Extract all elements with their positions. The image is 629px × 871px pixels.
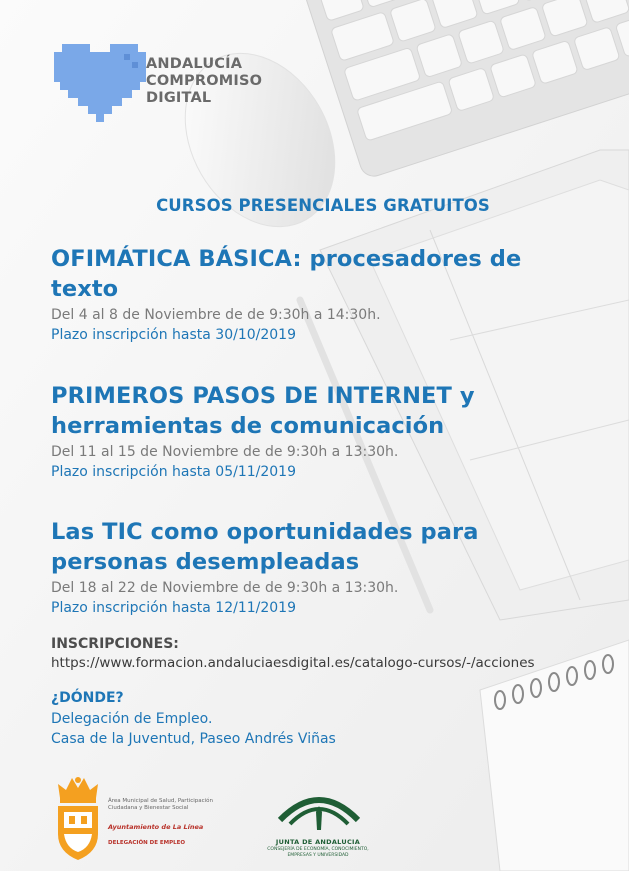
course-1-title-line-1: OFIMÁTICA BÁSICA: procesadores de bbox=[51, 246, 522, 272]
junta-name: JUNTA DE ANDALUCIA bbox=[275, 838, 361, 846]
location-label: ¿DÓNDE? bbox=[51, 690, 124, 706]
course-3-title bbox=[51, 517, 611, 577]
junta-sub-line-2: EMPRESAS Y UNIVERSIDAD bbox=[287, 852, 349, 858]
brand-line-3: DIGITAL bbox=[146, 90, 212, 106]
ayto-area-line-2: Ciudadana y Bienestar Social bbox=[108, 805, 189, 811]
ayto-area-text bbox=[108, 798, 213, 812]
course-3-deadline: Plazo inscripción hasta 12/11/2019 bbox=[51, 600, 296, 616]
course-2-title-line-2: herramientas de comunicación bbox=[51, 413, 445, 439]
course-3-title-line-1: Las TIC como oportunidades para bbox=[51, 519, 479, 545]
course-2 bbox=[51, 381, 611, 482]
course-1 bbox=[51, 244, 611, 345]
ayto-name: Ayuntamiento de La Línea bbox=[108, 823, 204, 831]
location-line-2: Casa de la Juventud, Paseo Andrés Viñas bbox=[51, 731, 336, 747]
course-3-dates: Del 18 al 22 de Noviembre de de 9:30h a 13:30h. bbox=[51, 580, 399, 596]
course-2-title bbox=[51, 381, 611, 441]
course-3 bbox=[51, 517, 611, 618]
course-2-title-line-1: PRIMEROS PASOS DE INTERNET y bbox=[51, 383, 475, 409]
crown-shield-icon bbox=[54, 776, 102, 864]
junta-subtitle bbox=[248, 847, 388, 858]
junta-sub-line-1: CONSEJERÍA DE ECONOMÍA, CONOCIMIENTO, bbox=[267, 847, 369, 852]
junta-arch-icon bbox=[278, 786, 360, 836]
registration-label: INSCRIPCIONES: bbox=[51, 636, 179, 652]
course-2-dates: Del 11 al 15 de Noviembre de de 9:30h a 13:30h. bbox=[51, 444, 399, 460]
ayto-area-line-1: Área Municipal de Salud, Participación bbox=[108, 798, 214, 804]
course-2-deadline: Plazo inscripción hasta 05/11/2019 bbox=[51, 464, 296, 480]
page-subtitle: CURSOS PRESENCIALES GRATUITOS bbox=[156, 196, 490, 215]
brand-wordmark bbox=[146, 56, 262, 107]
course-1-deadline: Plazo inscripción hasta 30/10/2019 bbox=[51, 327, 296, 343]
brand-line-2: COMPROMISO bbox=[146, 73, 263, 89]
course-1-dates: Del 4 al 8 de Noviembre de de 9:30h a 14:30h. bbox=[51, 307, 381, 323]
course-3-title-line-2: personas desempleadas bbox=[51, 549, 360, 575]
pixel-heart-icon bbox=[54, 44, 146, 122]
course-1-title-line-2: texto bbox=[51, 276, 119, 302]
ayto-department: DELEGACIÓN DE EMPLEO bbox=[108, 840, 186, 846]
course-1-title bbox=[51, 244, 611, 304]
registration-link[interactable]: https://www.formacion.andaluciaesdigital.es/catalogo-cursos/-/acciones bbox=[51, 655, 535, 671]
brand-line-1: ANDALUCÍA bbox=[146, 56, 243, 72]
location-line-1: Delegación de Empleo. bbox=[51, 711, 213, 727]
